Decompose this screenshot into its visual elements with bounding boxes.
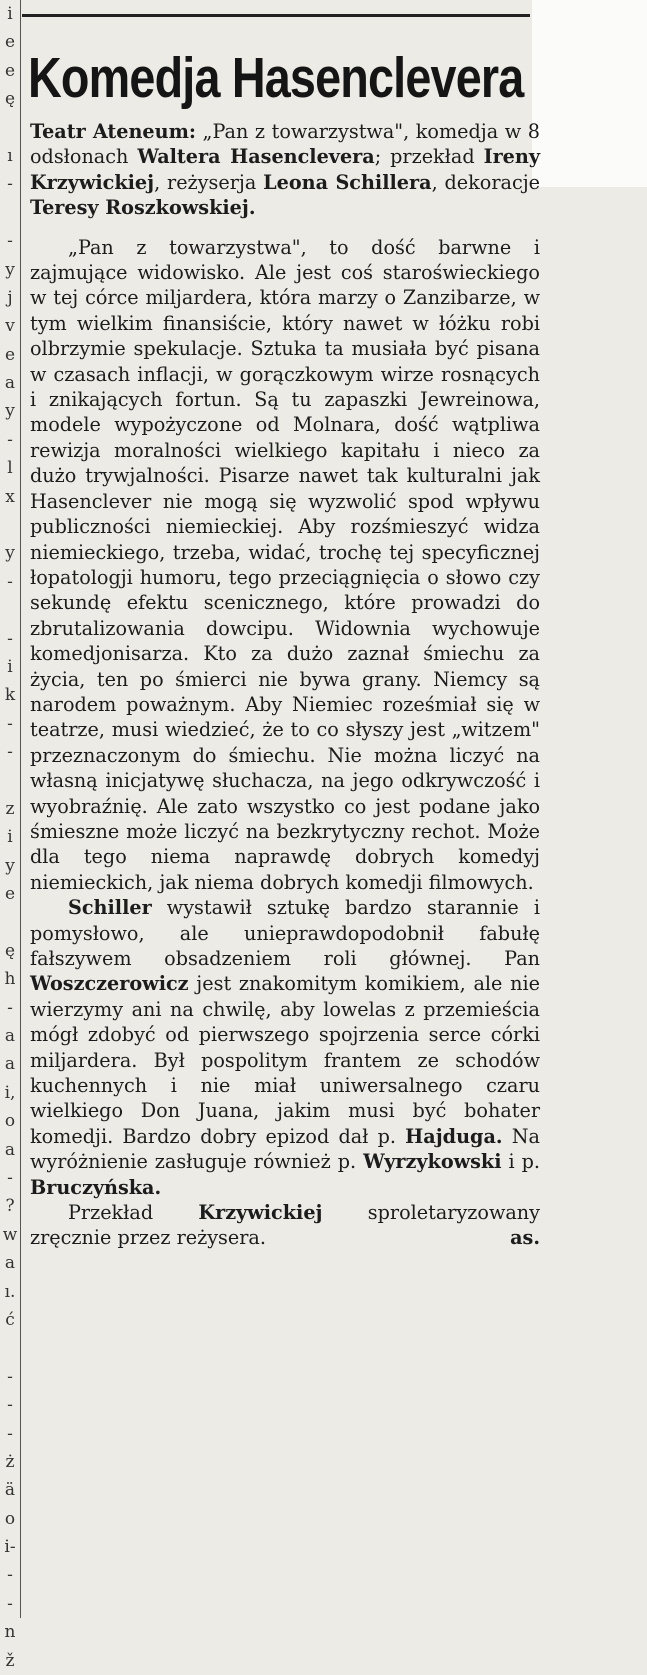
paragraph-text: Przekład [68,1201,199,1225]
gutter-char: e [4,32,16,53]
top-rule [22,14,530,17]
gutter-char: e [4,344,16,365]
gutter-char: ı. [4,1281,16,1302]
paragraph-text: wystawił sztukę bardzo starannie i pomysłowo, ale unieprawdopodobnił fabułę fałszywem obsadzeniem roli głównej. Pan [30,896,540,970]
gutter-char: e [4,60,16,81]
gutter-char: a [4,1253,16,1274]
gutter-char [0,909,20,937]
gutter-char: ? [5,1196,15,1217]
person-name: Woszczerowicz [30,972,189,996]
gutter-char: - [7,628,13,649]
gutter-char: i [7,827,13,848]
gutter-char [0,511,20,539]
gutter-char: i [7,4,13,24]
gutter-char: - [7,231,13,252]
designer-name: Teresy Roszkowskiej. [30,196,256,220]
person-name: Bruczyńska. [30,1175,162,1199]
article-column [30,119,540,1251]
gutter-char: - [7,997,13,1018]
gutter-char [0,114,20,142]
gutter-char: ż [5,1451,15,1472]
gutter-char: ı [7,145,13,166]
gutter-char: a [4,1139,16,1160]
author-signature: as. [510,1226,540,1250]
paragraph-text: i p. [501,1150,540,1174]
subhead-text: , dekoracje [431,170,540,194]
gutter-char: a [4,373,16,394]
gutter-char: a [4,1054,16,1075]
gutter-char: i- [4,1537,16,1558]
gutter-char: y [5,543,15,564]
gutter-char: - [7,742,13,763]
gutter-char: - [7,174,13,195]
gutter-char: w [2,1224,18,1245]
gutter-char: e [4,884,16,905]
gutter-char: - [7,1565,13,1586]
gutter-char: a [4,1026,16,1047]
paragraph-text: sproletaryzowany zręcznie przez reżysera. [30,1201,541,1250]
article-subhead [30,119,540,221]
paragraph-2 [30,895,540,1200]
person-name: Wyrzykowski [363,1150,502,1174]
gutter-char: i, [4,1082,16,1103]
gutter-char: y [5,401,15,422]
gutter-char: - [7,1593,13,1614]
person-name: Krzywickiej [198,1201,323,1225]
gutter-char: y [5,259,15,280]
person-name: Schiller [68,896,152,920]
gutter-char: x [5,486,15,507]
gutter-char: h [4,969,16,990]
subhead-text: „Pan z towarzystwa", komedja w 8 odsłonach [30,120,540,169]
gutter-char: i [7,656,13,677]
gutter-char: - [7,1423,13,1444]
gutter-char: j [7,287,13,308]
gutter-char: k [4,685,16,706]
gutter-char: ć [5,1309,15,1330]
gutter-char: ę [4,89,16,110]
gutter-char: o [4,1508,16,1529]
gutter-char: - [7,1168,13,1189]
article-headline: Komedja Hasenclevera [28,46,524,110]
subhead-text: ; przekład [374,145,484,169]
gutter-char [0,596,20,624]
gutter-char: - [7,429,13,450]
gutter-char [0,199,20,227]
person-name: Hajduga. [405,1124,503,1148]
gutter-char: z [5,798,15,819]
gutter-char: - [7,1395,13,1416]
gutter-char: l [7,458,13,479]
gutter-char: - [7,1366,13,1387]
gutter-char [0,767,20,795]
paragraph-3 [30,1200,540,1251]
paragraph-text: jest znakomitym komikiem, ale nie wierzymy ani na chwilę, aby lowelas z przemieścia mógł zdobyć od pierwszego spojrzenia serce córki miljardera. Był pospolitym frantem ze schodów kuchennych i nie miał uniwersalnego czaru wielkiego Don Juana, jakim musi być bohater komedji. Bardzo dobry epizod dał p. [30,972,540,1148]
paragraph-1: „Pan z towarzystwa", to dość barwne i zajmujące widowisko. Ale jest coś staroświeckiego w tej córce miljardera, która marzy o Zanzibarze, w tym wielkim finansiście, który nawet w łóżku robi olbrzymie spekulacje. Sztuka ta musiała być pisana w czasach inflacji, w gorączkowym wirze rosnących i znikających fortun. Są tu zapaszki Jewreinowa, modele wypożyczone od Molnara, dość wątpliwa rewizja moralności wielkiego kapitału i nieco za dużo trywjalności. Pisarze nawet tak kulturalni jak Hasenclever nie mogą się wyzwolić spod wpływu publiczności niemieckiej. Aby rozśmieszyć widza niemieckiego, trzeba, widać, trochę tej specyficznej łopatologji humoru, tego przeciągnięcia o słowo czy sekundę efektu scenicznego, które prowadzi do zbrutalizowania dowcipu. Widownia wychowuje komedjonisarza. Kto za dużo zaznał śmiechu za życia, ten po śmierci nie bywa grany. Niemcy są narodem poważnym. Aby Niemiec roześmiał się w teatrze, musi wiedzieć, że to co słyszy jest „witzem" przeznaczonym do śmiechu. Nie można liczyć na własną inicjatywę słuchacza, na jego odkrywczość i wyobraźnię. Ale zato wszystko co jest podane jako śmieszne może liczyć na bezkrytyczny rechot. Może dla tego niema naprawdę dobrych komedyj niemieckich, jak niema dobrych komedji filmowych. [30,235,540,894]
gutter-char: v [5,316,15,337]
gutter-char: - [7,713,13,734]
gutter-char: o [4,1111,16,1132]
subhead-text: , reżyserja [154,170,264,194]
gutter-char: ä [4,1480,16,1501]
gutter-char: y [5,855,15,876]
gutter-char: ę [4,940,16,961]
paper-edge [532,0,647,187]
gutter-char: n [4,1622,16,1643]
translator-name: Ireny Krzywickiej [30,145,540,194]
gutter-char [0,1334,20,1362]
adjacent-column-fragment [0,0,21,1671]
director-name: Leona Schillera [263,170,432,194]
gutter-char: ž [5,1650,15,1671]
gutter-char: - [7,571,13,592]
paragraph-text: Na wyróżnienie zasługuje również p. [30,1124,540,1174]
theatre-name: Teatr Ateneum: [30,120,196,143]
author-name: Waltera Hasenclevera [137,145,375,169]
